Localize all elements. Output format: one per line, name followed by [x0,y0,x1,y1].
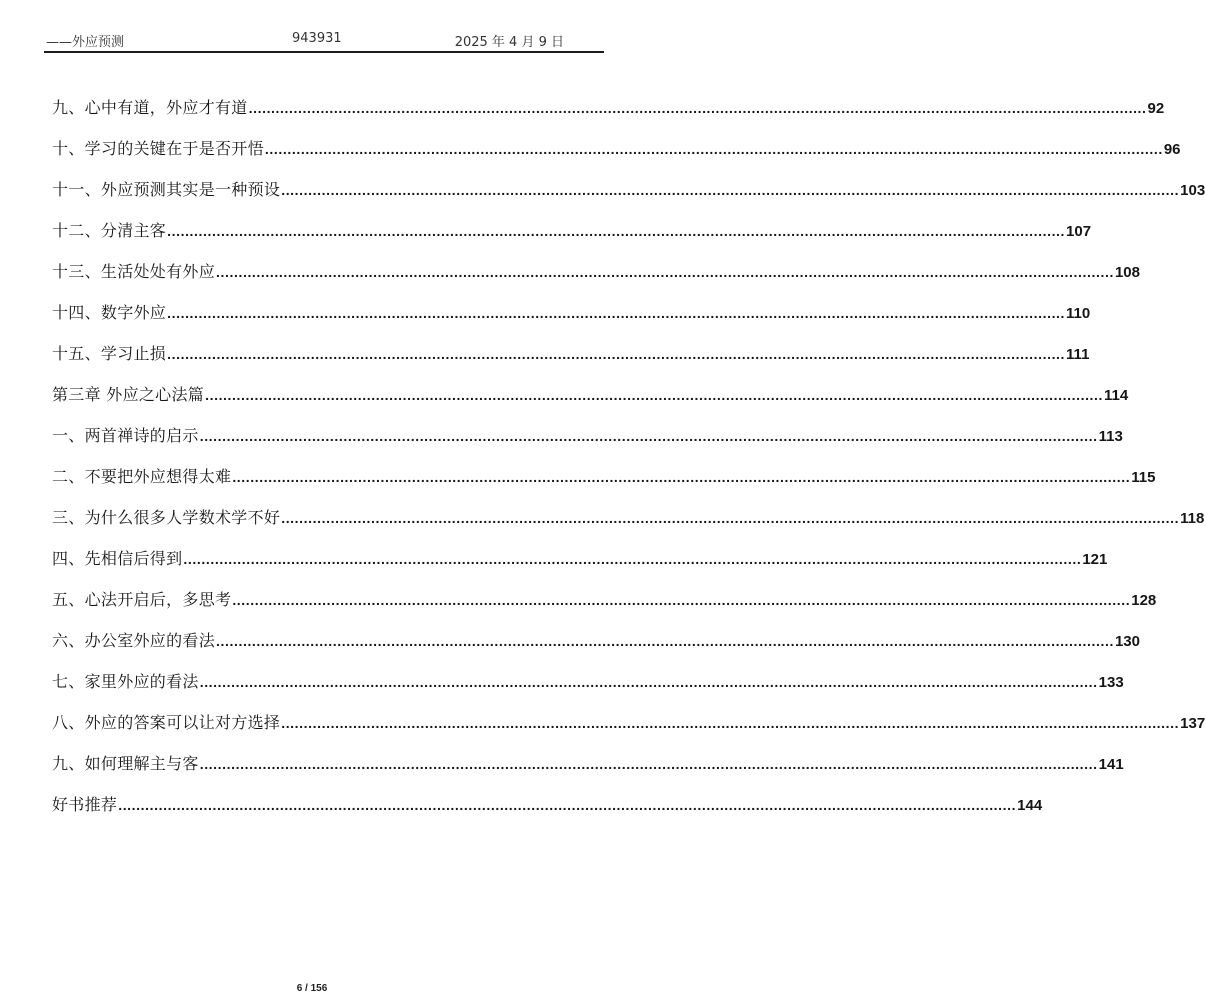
toc-leader-dots: ........................................................................................................................................................................................................ [167,346,1066,362]
page-header [44,27,604,53]
toc-leader-dots: ........................................................................................................................................................................................................ [264,141,1163,157]
toc-leader-dots: ........................................................................................................................................................................................................ [281,182,1180,198]
toc-entry [52,546,1108,570]
toc-entry-title: 六、办公室外应的看法 [52,631,216,650]
header-date: 2025 年 4 月 9 日 [454,35,564,50]
toc-entry-page: 130 [1114,633,1140,650]
toc-entry-page: 144 [1017,797,1043,814]
toc-entry-title: 第三章 外应之心法篇 [52,385,205,404]
toc-entry [52,341,1090,365]
toc-entry-title: 一、两首禅诗的启示 [52,426,199,445]
toc-entry [52,669,1124,693]
toc-entry-title: 好书推荐 [52,795,118,814]
toc-leader-dots: ........................................................................................................................................................................................................ [248,100,1147,116]
toc-entry-title: 十、学习的关键在于是否开悟 [52,139,264,158]
toc-entry-title: 十二、分清主客 [52,221,167,240]
toc-entry [52,259,1140,283]
toc-entry-page: 110 [1066,305,1091,322]
toc-entry-page: 115 [1131,469,1156,486]
toc-entry-page: 114 [1104,387,1129,404]
toc-entry-title: 十五、学习止损 [52,344,167,363]
toc-entry-page: 137 [1180,715,1205,732]
toc-entry-title: 十四、数字外应 [52,303,167,322]
toc-entry [52,423,1123,447]
page-number: 6 / 156 [296,983,328,994]
toc-entry [52,300,1091,324]
toc-entry-title: 八、外应的答案可以让对方选择 [52,713,281,732]
toc-entry [52,218,1092,242]
toc-leader-dots: ........................................................................................................................................................................................................ [199,756,1098,772]
toc-entry-page: 108 [1114,264,1140,281]
toc-entry-page: 111 [1066,346,1090,363]
toc-entry-page: 141 [1098,756,1124,773]
toc-entry [52,136,1181,160]
toc-entry-title: 十一、外应预测其实是一种预设 [52,180,281,199]
toc-leader-dots: ........................................................................................................................................................................................................ [199,428,1098,444]
header-code: 943931 [292,31,342,46]
toc-entry [52,382,1129,406]
toc-entry-page: 103 [1180,182,1205,199]
toc-leader-dots: ........................................................................................................................................................................................................ [216,633,1114,649]
toc-entry-page: 133 [1098,674,1124,691]
toc-entry [52,95,1165,119]
toc-leader-dots: ........................................................................................................................................................................................................ [232,469,1131,485]
toc-entry-page: 107 [1066,223,1092,240]
toc-entry-title: 二、不要把外应想得太难 [52,467,232,486]
toc-entry-title: 五、心法开启后，多思考 [52,590,232,609]
toc-leader-dots: ........................................................................................................................................................................................................ [281,715,1180,731]
toc-leader-dots: ........................................................................................................................................................................................................ [281,510,1180,526]
toc-leader-dots: ........................................................................................................................................................................................................ [199,674,1098,690]
toc-entry-page: 92 [1147,100,1165,117]
toc-leader-dots: ........................................................................................................................................................................................................ [216,264,1114,280]
toc-entry-page: 121 [1082,551,1108,568]
toc-entry [52,177,1205,201]
toc-leader-dots: ........................................................................................................................................................................................................ [118,797,1017,813]
toc-entry-title: 九、心中有道，外应才有道 [52,98,248,117]
toc-leader-dots: ........................................................................................................................................................................................................ [167,305,1066,321]
toc-leader-dots: ........................................................................................................................................................................................................ [167,223,1066,239]
toc-entry [52,710,1205,734]
toc-entry-page: 118 [1180,510,1205,527]
toc-entry-page: 113 [1098,428,1123,445]
toc-entry [52,587,1157,611]
toc-entry-page: 96 [1163,141,1181,158]
toc-leader-dots: ........................................................................................................................................................................................................ [183,551,1082,567]
toc-entry-title: 十三、生活处处有外应 [52,262,216,281]
toc-entry-title: 九、如何理解主与客 [52,754,199,773]
header-book-title: ——外应预测 [46,35,125,50]
toc-entry [52,464,1156,488]
toc-entry-title: 三、为什么很多人学数术学不好 [52,508,281,527]
toc-entry [52,792,1043,816]
toc-entry-title: 四、先相信后得到 [52,549,183,568]
toc-entry [52,751,1124,775]
toc-entry [52,628,1140,652]
toc-leader-dots: ........................................................................................................................................................................................................ [205,387,1104,403]
toc-entry [52,505,1205,529]
toc-entry-page: 128 [1131,592,1157,609]
toc-leader-dots: ........................................................................................................................................................................................................ [232,592,1131,608]
toc-entry-title: 七、家里外应的看法 [52,672,199,691]
